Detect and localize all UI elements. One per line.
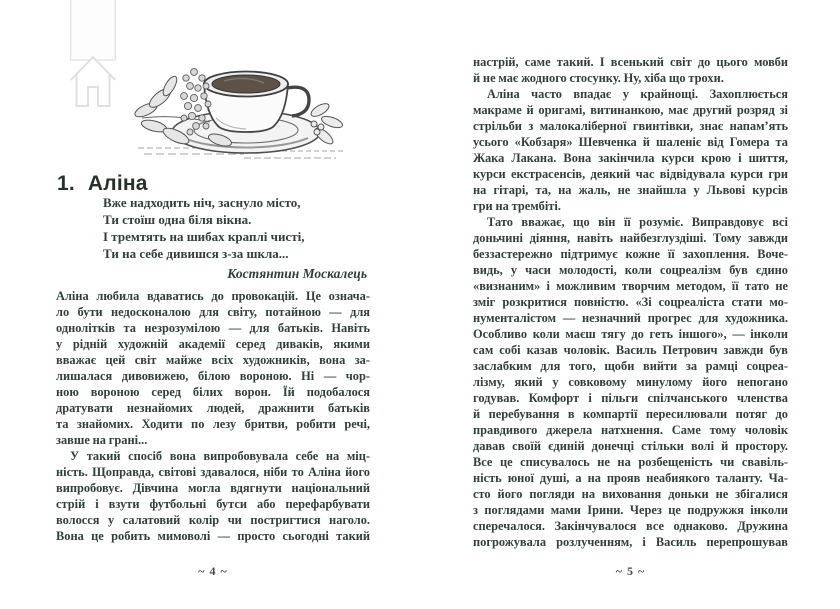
text-line: стрій і взути футбольні бутси або перефарбувати [56, 497, 370, 511]
chapter-title [57, 172, 371, 196]
text-line: сперечалося. Закінчувалося все однаково. Дружина [473, 519, 788, 533]
text-line: випробовує. Дівчина могла вдягнути національний [56, 481, 370, 495]
text-line: правдивого джерела натхнення. Саме тому чоловік [473, 423, 788, 437]
text-line: Аліна любила вдаватись до провокацій. Це означа- [56, 289, 370, 303]
text-line: усього «Кобзаря» Шевченка й шаленіє від Гомера та [473, 135, 788, 149]
text-line: давав своїй єдиній донечці стільки волі й простору. [473, 439, 788, 453]
text-line: з поглядами мами Ірини. Через це подружжя інколи [473, 503, 788, 517]
text-line: Особливо коли маєш тягу до геть іншого», — інколи [473, 327, 788, 341]
chapter-illustration [124, 48, 356, 164]
chapter-number: 1. [57, 172, 75, 196]
poem-line: Ти на себе дивишся з-за шкла... [103, 246, 289, 261]
coffee [212, 75, 280, 93]
text-line: ність. Щоправда, світові здавалося, ніби то Аліна його [56, 465, 370, 479]
home-button[interactable] [70, 0, 116, 108]
cup-handle [287, 87, 309, 116]
text-line: У такий спосіб вона випробовувала себе на міц- [70, 449, 370, 463]
text-line: на гітарі, та, на жаль, не знайшла у Львові курсів [473, 183, 788, 197]
poem-line: І тремтять на шибах краплі чисті, [103, 229, 305, 244]
text-line: Тато вважає, що він її розуміє. Виправдовує всі [487, 215, 788, 229]
text-line: сам собі казав чоловік. Василь Петрович завжди був [473, 343, 788, 357]
text-line: волосся у салатовий колір чи постригтися наголо. [56, 513, 370, 527]
epigraph [103, 194, 369, 282]
text-line: годував. Комфорт і пільги спілчанського членства [473, 391, 788, 405]
text-line: лізму, який у совковому минулому його непогано [473, 375, 788, 389]
poem-line: Вже надходить ніч, заснуло місто, [103, 195, 301, 210]
text-line: нументалістом — незначний прогрес для художника. [473, 311, 788, 325]
text-line: ною вороною серед білих ворон. Їй подобалося [56, 385, 370, 399]
paragraph [56, 448, 370, 544]
text-line: стрільби з малокаліберної гвинтівки, знає напам’ять [473, 119, 788, 133]
text-line: однолітків та незрозумілою — для батьків. Навіть [56, 321, 370, 335]
text-line: беззастережно підтримує кожне її захоплення. Воче- [473, 247, 788, 261]
text-line: сто його погляди на виховання доньки не збігалися [473, 487, 788, 501]
paragraph [56, 288, 370, 448]
text-line: ність юної душі, а на прояв неабиякого таланту. Ча- [473, 471, 788, 485]
text-line: вважає цей світ майже всіх художників, вона за- [56, 353, 370, 367]
poem-line: Ти стоїш одна біля вікна. [103, 212, 252, 227]
text-line: «визнаним» і можливим творчим методом, її тато не [473, 279, 788, 293]
text-line: курси екстрасенсів, деякий час відвідувала курси гри [473, 167, 788, 181]
text-line: Жака Лакана. Вона закінчила курси крою і шиття, [473, 151, 788, 165]
page-body-right [473, 54, 788, 550]
text-line: лишалася дивовижею, білою вороною. Ні — чор- [56, 369, 370, 383]
epigraph-author: Костянтин Москалець [227, 266, 367, 281]
paragraph [473, 214, 788, 550]
epigraph-poem [103, 194, 369, 262]
text-line: настрій, саме такий. І всенький світ до цього мовби [473, 55, 788, 69]
text-line: й не має жодного стосунку. Ну, хіба що трохи. [473, 71, 724, 85]
text-line: дратувати незнайомих людей, дражнити батьків [56, 401, 370, 415]
text-line: Вона це робить мимоволі — просто сьогодні такий [56, 529, 370, 543]
text-line: ло бути недосконалою для світу, потайною — для [56, 305, 370, 319]
home-icon [70, 0, 116, 108]
text-line: заслабким для того, щоби вийти за рамці соцреа- [473, 359, 788, 373]
text-line: й перебування в компартії пересилювали потяг до [473, 407, 788, 421]
text-line: макраме й оригамі, витинанкою, має другий розряд зі [473, 103, 788, 117]
text-line: зміг розкритися повністю. «Зі соцреаліста стати мо- [473, 295, 788, 309]
page-body-left [56, 288, 370, 544]
text-line: доньчині діяння, навіть найбезглуздіші. Тому завжди [473, 231, 788, 245]
text-line: та знайомих. Ходити по лезу бритви, робити речі, [56, 417, 370, 431]
page-number-left: ~ 4 ~ [198, 564, 228, 578]
text-line: у рідній художній академії серед диваків, якими [56, 337, 370, 351]
text-line: погрожувала розлученням, і Василь перепрошував [473, 535, 788, 549]
text-line: Аліна часто впадає у крайнощі. Захоплюється [487, 87, 788, 101]
page-number-right: ~ 5 ~ [615, 564, 646, 578]
text-line: Все це списувалось не на розбещеність чи свавіль- [473, 455, 788, 469]
text-line: завше на грані... [56, 433, 148, 447]
paragraph [473, 86, 788, 214]
text-line: видь, у часи молодості, коли соцреалізм був єдино [473, 263, 788, 277]
paragraph [473, 54, 788, 86]
text-line: гри на трембіті. [473, 199, 561, 213]
chapter-name: Аліна [87, 172, 148, 196]
